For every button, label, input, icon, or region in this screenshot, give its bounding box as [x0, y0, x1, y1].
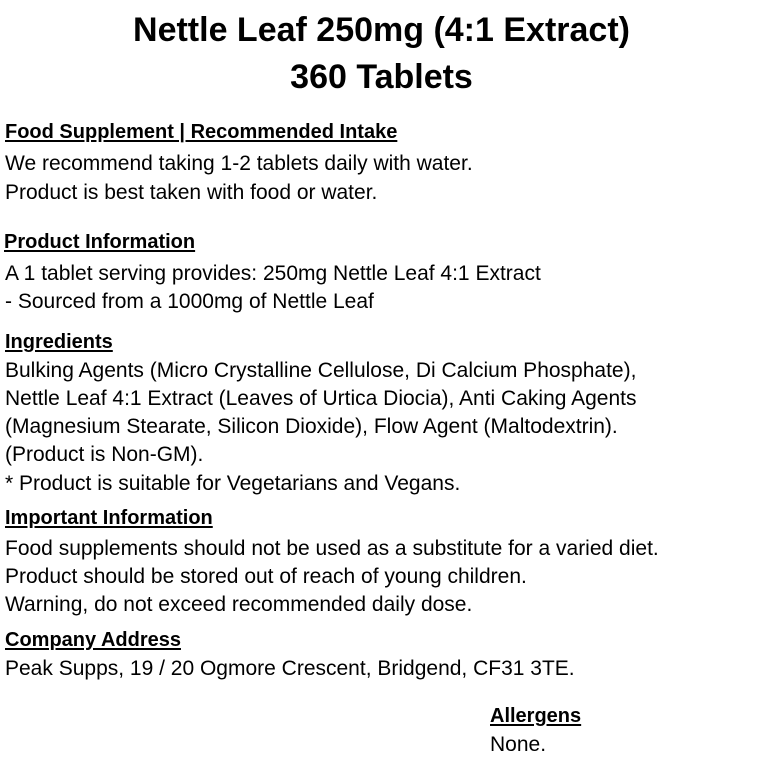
important-heading: Important Information: [5, 507, 213, 529]
ingredients-line: * Product is suitable for Vegetarians and Vegans.: [5, 472, 461, 495]
allergens-value: None.: [490, 733, 547, 756]
important-line: Warning, do not exceed recommended daily dose.: [5, 593, 473, 616]
product-title: Nettle Leaf 250mg (4:1 Extract): [133, 11, 630, 49]
ingredients-line: Nettle Leaf 4:1 Extract (Leaves of Urtica Diocia), Anti Caking Agents: [5, 387, 637, 410]
intake-line: We recommend taking 1-2 tablets daily with water.: [5, 152, 473, 175]
ingredients-line: (Product is Non-GM).: [5, 443, 204, 466]
product-quantity: 360 Tablets: [290, 58, 473, 96]
ingredients-line: (Magnesium Stearate, Silicon Dioxide), Flow Agent (Maltodextrin).: [5, 415, 618, 438]
important-line: Food supplements should not be used as a substitute for a varied diet.: [5, 537, 659, 560]
product-info-line: - Sourced from a 1000mg of Nettle Leaf: [5, 290, 374, 313]
company-address: Peak Supps, 19 / 20 Ogmore Crescent, Bridgend, CF31 3TE.: [5, 657, 575, 680]
product-info-heading: Product Information: [4, 231, 196, 253]
ingredients-heading: Ingredients: [5, 331, 113, 353]
intake-heading: Food Supplement | Recommended Intake: [5, 121, 398, 143]
allergens-heading: Allergens: [490, 705, 582, 727]
ingredients-line: Bulking Agents (Micro Crystalline Cellulose, Di Calcium Phosphate),: [5, 359, 637, 382]
intake-line: Product is best taken with food or water.: [5, 181, 378, 204]
important-line: Product should be stored out of reach of young children.: [5, 565, 527, 588]
company-heading: Company Address: [5, 629, 181, 651]
product-info-line: A 1 tablet serving provides: 250mg Nettle Leaf 4:1 Extract: [5, 262, 541, 285]
